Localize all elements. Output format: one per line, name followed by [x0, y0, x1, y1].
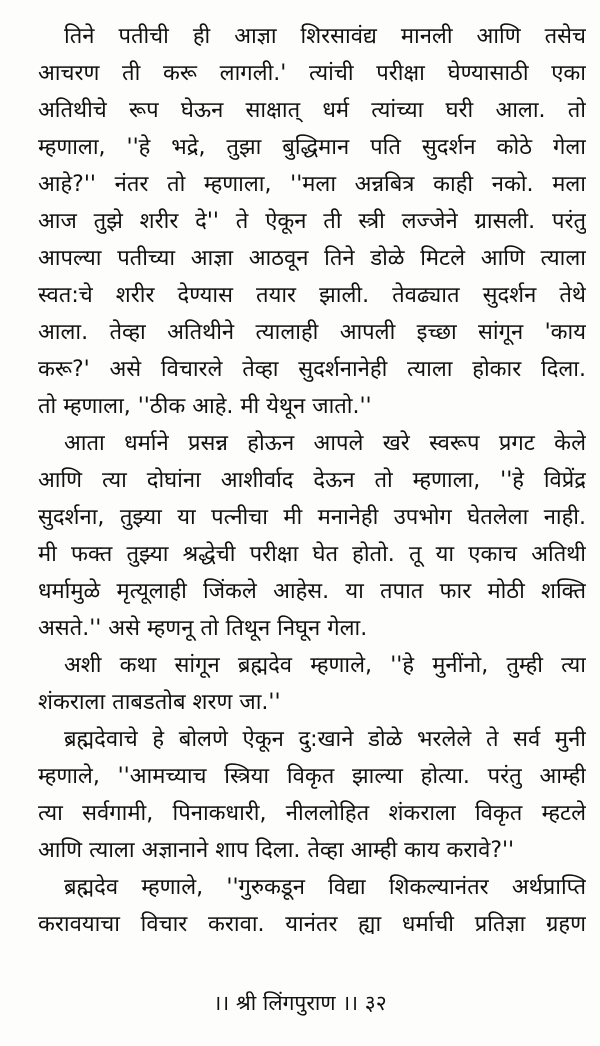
text-line: करू?' असे विचारले तेव्हा सुदर्शनानेही त्याला होकार दिला.	[38, 357, 586, 382]
text-line: धर्मामुळे मृत्यूलाही जिंकले आहेस. या तपात फार मोठी शक्ति	[38, 579, 586, 604]
text-line: ब्रह्मदेव म्हणाले, ''गुरुकडून विद्या शिकल्यानंतर अर्थप्राप्ति	[64, 875, 586, 900]
text-line: असते.'' असे म्हणनू तो तिथून निघून गेला.	[38, 616, 368, 641]
text-line: अतिथीचे रूप घेऊन साक्षात् धर्म त्यांच्या घरी आला. तो	[38, 98, 586, 123]
paragraph-5	[38, 869, 586, 943]
paragraph-1	[38, 18, 586, 425]
text-line: आपल्या पतीच्या आज्ञा आठवून तिने डोळे मिटले आणि त्याला	[38, 246, 586, 271]
text-line: त्या सर्वगामी, पिनाकधारी, नीललोहित शंकराला विकृत म्हटले	[38, 801, 586, 826]
text-line: तिने पतीची ही आज्ञा शिरसावंद्य मानली आणि तसेच	[64, 24, 586, 49]
text-line: म्हणाले, ''आमच्याच स्त्रिया विकृत झाल्या होत्या. परंतु आम्ही	[38, 764, 586, 789]
paragraph-3	[38, 647, 586, 721]
text-line: अशी कथा सांगून ब्रह्मदेव म्हणाले, ''हे मुनींनो, तुम्ही त्या	[64, 653, 586, 678]
text-line: सुदर्शना, तुझ्या या पत्नीचा मी मनानेही उपभोग घेतलेला नाही.	[38, 505, 586, 530]
text-line: म्हणाला, ''हे भद्रे, तुझा बुद्धिमान पति सुदर्शन कोठे गेला	[38, 135, 586, 160]
text-line: आणि त्याला अज्ञानाने शाप दिला. तेव्हा आम्ही काय करावे?''	[38, 838, 515, 863]
text-line: आहे?'' नंतर तो म्हणाला, ''मला अन्नबित्र काही नको. मला	[38, 172, 586, 197]
paragraph-2	[38, 425, 586, 647]
body-text	[38, 18, 586, 943]
page-footer: ।। श्री लिंगपुराण ।। ३२	[213, 991, 387, 1015]
text-line: आचरण ती करू लागली.' त्यांची परीक्षा घेण्यासाठी एका	[38, 61, 586, 86]
paragraph-4	[38, 721, 586, 869]
text-line: आता धर्माने प्रसन्न होऊन आपले खरे स्वरूप प्रगट केले	[64, 431, 586, 456]
text-line: आला. तेव्हा अतिथीने त्यालाही आपली इच्छा सांगून 'काय	[38, 320, 586, 345]
text-line: ब्रह्मदेवाचे हे बोलणे ऐकून दु:खाने डोळे भरलेले ते सर्व मुनी	[64, 727, 586, 752]
text-line: मी फक्त तुझ्या श्रद्धेची परीक्षा घेत होतो. तू या एकाच अतिथी	[38, 542, 586, 567]
text-line: करावयाचा विचार करावा. यानंतर ह्या धर्माची प्रतिज्ञा ग्रहण	[38, 912, 586, 937]
text-line: तो म्हणाला, ''ठीक आहे. मी येथून जातो.''	[38, 394, 372, 419]
text-line: शंकराला ताबडतोब शरण जा.''	[38, 690, 281, 715]
text-line: आणि त्या दोघांना आशीर्वाद देऊन तो म्हणाला, ''हे विप्रेंद्र	[38, 468, 586, 493]
text-line: आज तुझे शरीर दे'' ते ऐकून ती स्त्री लज्जेने ग्रासली. परंतु	[38, 209, 586, 234]
text-line: स्वत:चे शरीर देण्यास तयार झाली. तेवढ्यात सुदर्शन तेथे	[38, 283, 586, 308]
